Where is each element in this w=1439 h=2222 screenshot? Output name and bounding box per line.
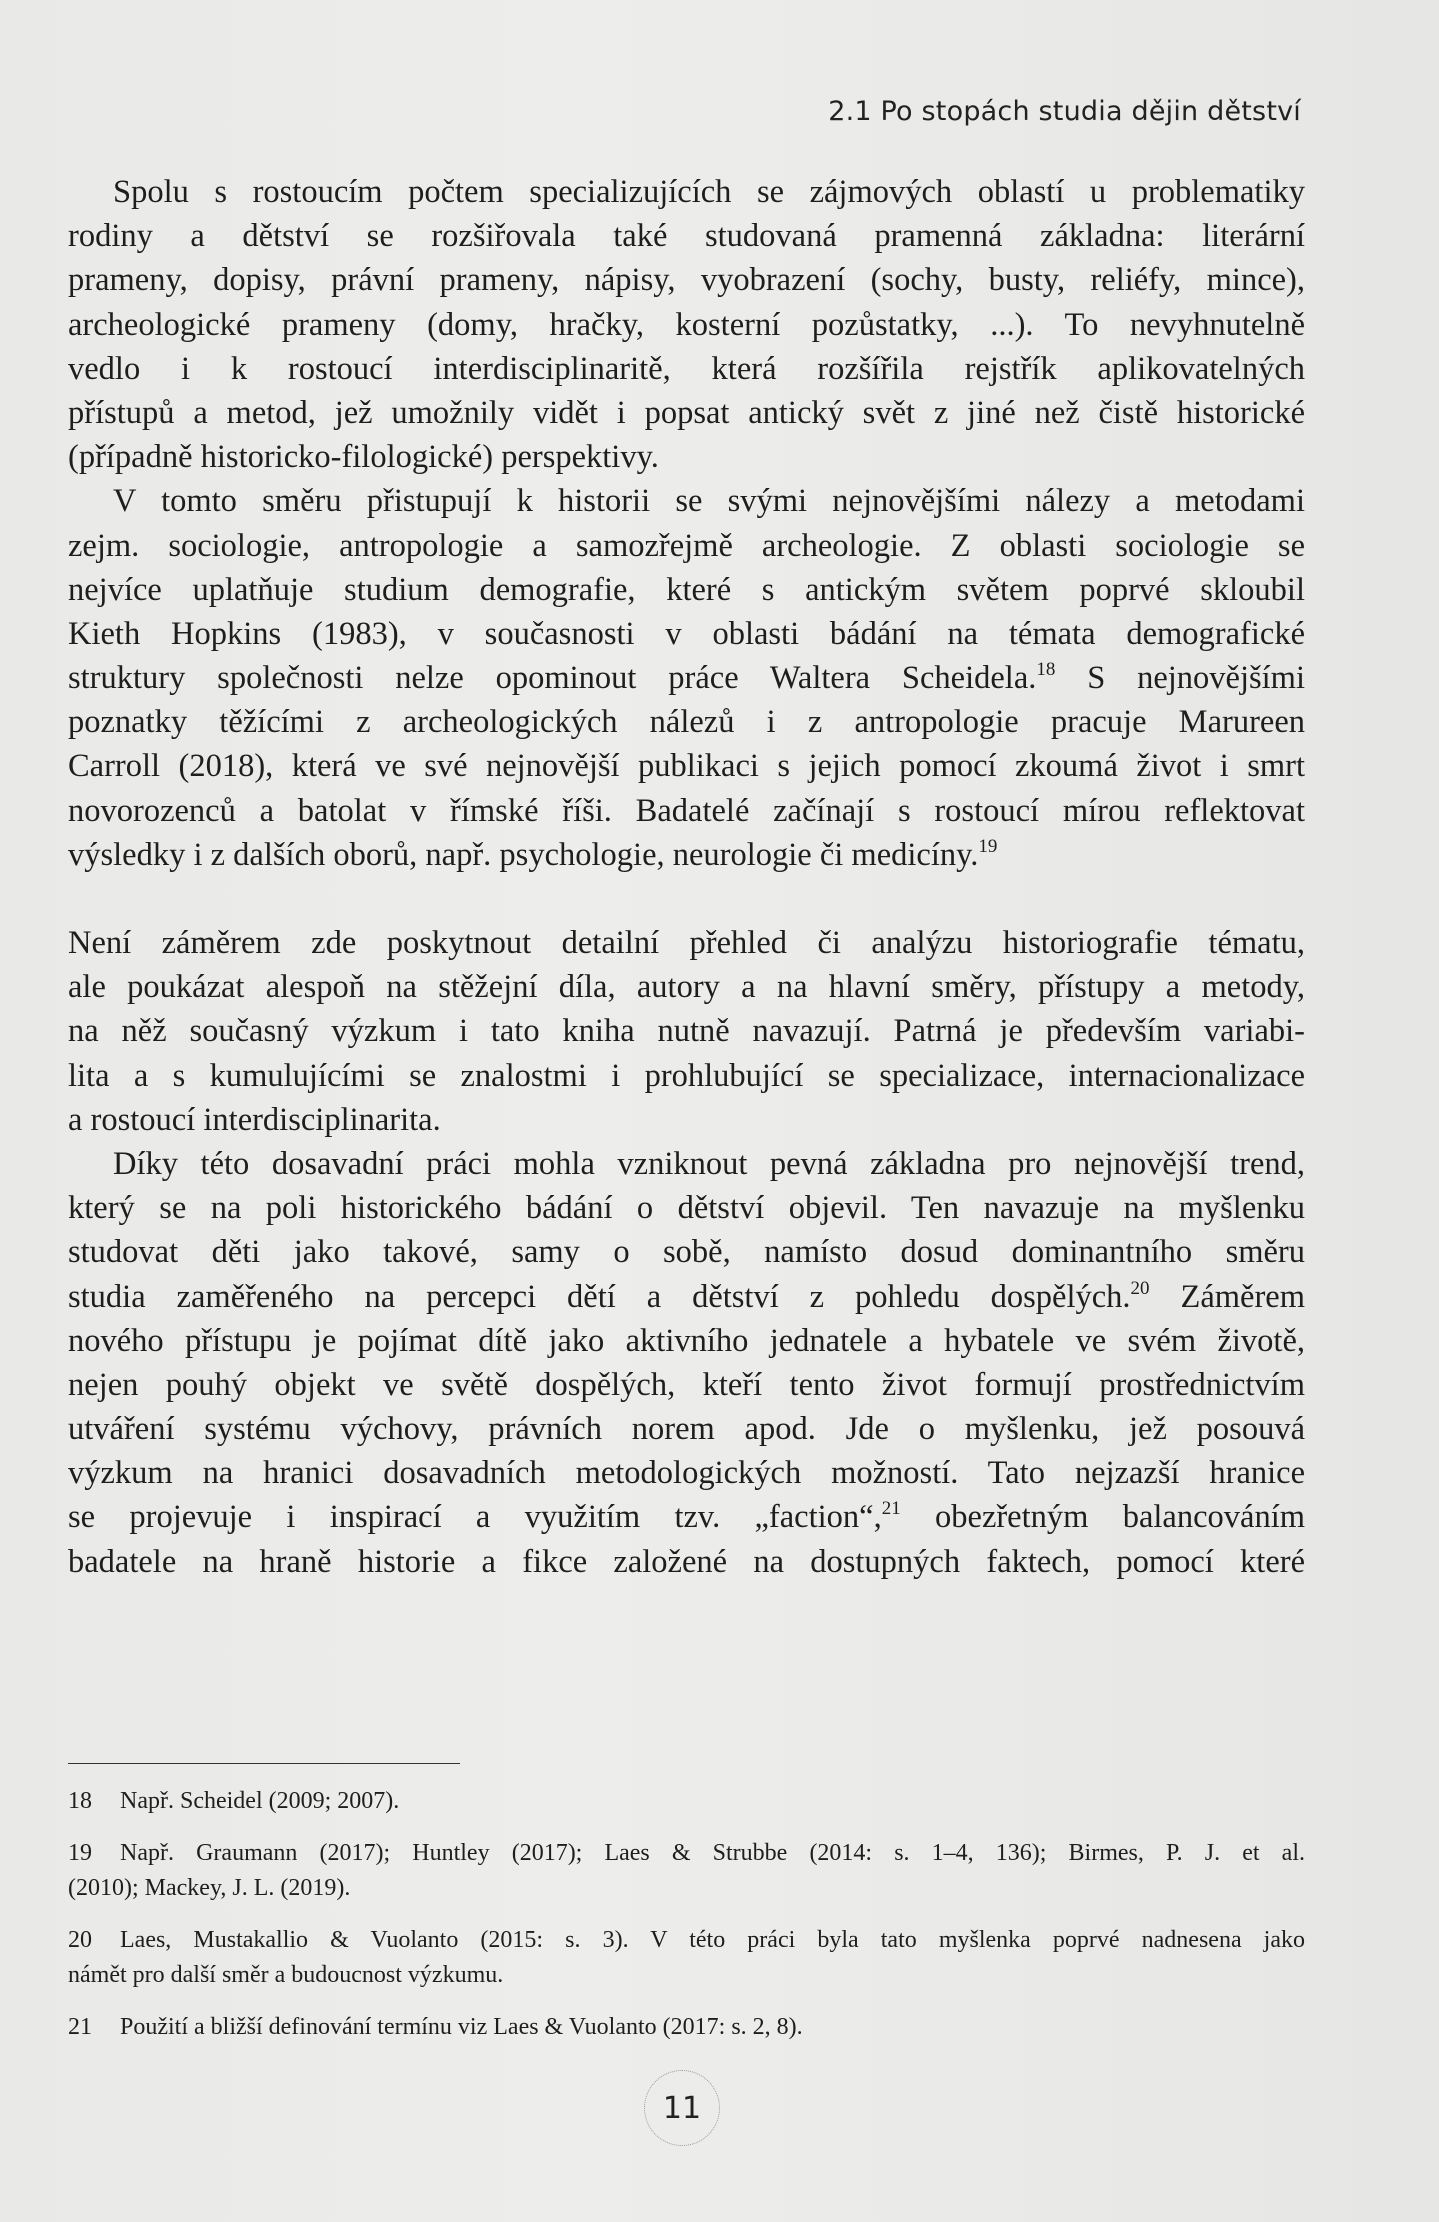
text-line: V tomto směru přistupují k historii se svými nejnovějšími nálezy a metodami <box>113 483 1305 520</box>
text-line: poznatky těžícími z archeologických nálezů i z antropologie pracuje Marureen <box>68 704 1305 741</box>
footnote-line: 18 Např. Scheidel (2009; 2007). <box>68 1784 1305 1819</box>
footnote-line: 20 Laes, Mustakallio & Vuolanto (2015: s. 3). V této práci byla tato myšlenka poprvé nadnesena jako <box>68 1923 1305 1958</box>
footnote <box>68 2010 1305 2045</box>
footnote-line: námět pro další směr a budoucnost výzkumu. <box>68 1962 504 1988</box>
text-line: výzkum na hranici dosavadních metodologických možností. Tato nejzazší hranice <box>68 1455 1305 1492</box>
text-line: nejvíce uplatňuje studium demografie, které s antickým světem poprvé skloubil <box>68 571 1305 608</box>
footnotes <box>68 1784 1305 2062</box>
footnote-ref: 19 <box>978 835 998 857</box>
footnote-separator <box>68 1763 460 1764</box>
footnote-number: 20 <box>68 1927 92 1953</box>
text-line: archeologické prameny (domy, hračky, kosterní pozůstatky, ...). To nevyhnutelně <box>68 306 1305 343</box>
text-line: struktury společnosti nelze opominout práce Waltera Scheidela.$^{18}$ S nejnovějšími <box>68 659 1305 697</box>
paragraph <box>68 1142 1305 1584</box>
text-line: nejen pouhý objekt ve světě dospělých, kteří tento život formují prostřednictvím <box>68 1366 1305 1403</box>
text-line: studia zaměřeného na percepci dětí a dětství z pohledu dospělých.$^{20}$ Záměrem <box>68 1277 1305 1315</box>
text-line: nového přístupu je pojímat dítě jako aktivního jednatele a hybatele ve svém životě, <box>68 1322 1305 1359</box>
text-line: prameny, dopisy, právní prameny, nápisy, vyobrazení (sochy, busty, reliéfy, mince), <box>68 262 1305 299</box>
paragraph <box>68 170 1305 479</box>
footnote-number: 19 <box>68 1840 92 1866</box>
text-line: Kieth Hopkins (1983), v současnosti v oblasti bádání na témata demografické <box>68 615 1305 652</box>
text-line: Díky této dosavadní práci mohla vzniknout pevná základna pro nejnovější trend, <box>113 1145 1305 1182</box>
text-line: výsledky i z dalších oborů, např. psychologie, neurologie či medicíny.$^{19}$ <box>68 835 998 873</box>
text-line: (případně historicko-filologické) perspektivy. <box>68 439 659 476</box>
text-line: utváření systému výchovy, právních norem apod. Jde o myšlenku, jež posouvá <box>68 1411 1305 1448</box>
text-line: novorozenců a batolat v římské říši. Badatelé začínají s rostoucí mírou reflektovat <box>68 792 1305 829</box>
text-line: a rostoucí interdisciplinarita. <box>68 1101 441 1138</box>
text-line: který se na poli historického bádání o dětství objevil. Ten navazuje na myšlenku <box>68 1190 1305 1227</box>
text-line: ale poukázat alespoň na stěžejní díla, autory a na hlavní směry, přístupy a metody, <box>68 969 1305 1006</box>
text-line: lita a s kumulujícími se znalostmi i prohlubující se specializace, internacionalizace <box>68 1057 1305 1094</box>
footnote-number: 21 <box>68 2014 92 2040</box>
text-line: se projevuje i inspirací a využitím tzv. „faction“,$^{21}$ obezřetným balancováním <box>68 1498 1306 1536</box>
body-text <box>68 170 1305 1584</box>
text-line: vedlo i k rostoucí interdisciplinaritě, která rozšířila rejstřík aplikovatelných <box>68 350 1305 387</box>
footnote-line: 19 Např. Graumann (2017); Huntley (2017); Laes & Strubbe (2014: s. 1–4, 136); Birmes, P. J. et al. <box>68 1836 1305 1871</box>
footnote <box>68 1836 1305 1906</box>
paragraph <box>68 479 1305 877</box>
footnote-number: 18 <box>68 1788 92 1814</box>
text-line: studovat děti jako takové, samy o sobě, namísto dosud dominantního směru <box>68 1234 1305 1271</box>
text-line: zejm. sociologie, antropologie a samozřejmě archeologie. Z oblasti sociologie se <box>68 527 1305 564</box>
page-number: 11 <box>644 2070 720 2146</box>
paragraph-gap <box>68 877 1305 921</box>
text-line: badatele na hraně historie a fikce založené na dostupných faktech, pomocí které <box>68 1543 1305 1580</box>
footnote-ref: 20 <box>1130 1277 1150 1299</box>
footnote-line: (2010); Mackey, J. L. (2019). <box>68 1875 351 1901</box>
text-line: Carroll (2018), která ve své nejnovější publikaci s jejich pomocí zkoumá život i smrt <box>68 748 1305 785</box>
text-line: přístupů a metod, jež umožnily vidět i popsat antický svět z jiné než čistě historické <box>68 394 1305 431</box>
footnote <box>68 1923 1305 1993</box>
footnote-ref: 21 <box>881 1498 901 1520</box>
running-header: 2.1 Po stopách studia dějin dětství <box>828 96 1301 127</box>
text-line: rodiny a dětství se rozšiřovala také studovaná pramenná základna: literární <box>68 218 1305 255</box>
text-line: Není záměrem zde poskytnout detailní přehled či analýzu historiografie tématu, <box>68 925 1305 961</box>
footnote <box>68 1784 1305 1819</box>
footnote-ref: 18 <box>1036 659 1056 681</box>
text-line: Spolu s rostoucím počtem specializujících se zájmových oblastí u problematiky <box>113 174 1305 210</box>
text-line: na něž současný výzkum i tato kniha nutně navazují. Patrná je především variabi- <box>68 1013 1305 1050</box>
paragraph <box>68 921 1305 1142</box>
footnote-line: 21 Použití a bližší definování termínu viz Laes & Vuolanto (2017: s. 2, 8). <box>68 2010 1305 2045</box>
